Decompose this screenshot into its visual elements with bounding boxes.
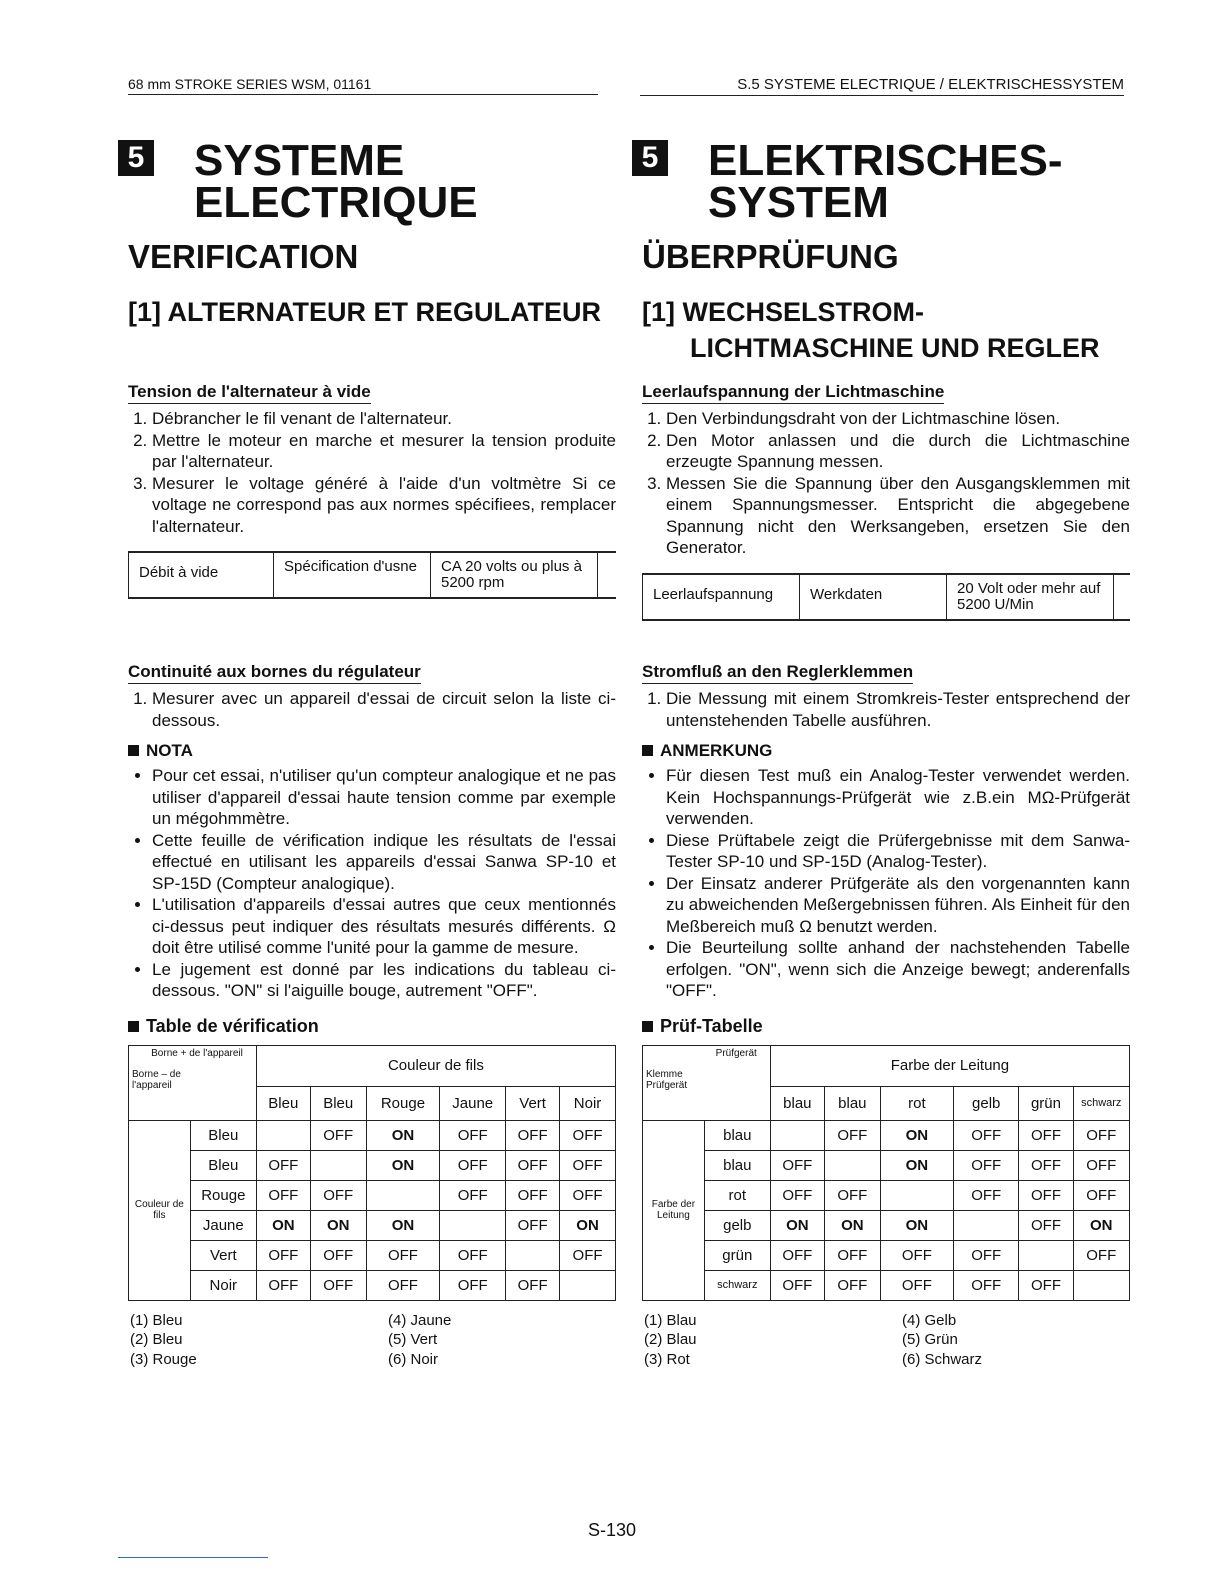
- result-cell: OFF: [256, 1180, 310, 1210]
- subsection-title: Leerlaufspannung der Lichtmaschine: [642, 382, 944, 404]
- spec-value: 20 Volt oder mehr auf 5200 U/Min: [946, 575, 1114, 619]
- section-regulator-continuity: [128, 662, 616, 1369]
- section-no-load-voltage: [642, 382, 1130, 621]
- result-cell: OFF: [770, 1180, 824, 1210]
- table-row: [129, 1120, 616, 1150]
- result-cell: OFF: [310, 1180, 366, 1210]
- section-number-badge: 5: [118, 140, 154, 176]
- result-cell: ON: [366, 1210, 440, 1240]
- result-cell: ON: [366, 1120, 440, 1150]
- chapter-title: [118, 130, 618, 232]
- result-cell: ON: [310, 1210, 366, 1240]
- topic-heading: [128, 294, 618, 330]
- square-bullet-icon: [128, 745, 139, 756]
- result-cell: [824, 1150, 880, 1180]
- spec-type: Spécification d'usne: [273, 553, 430, 597]
- result-cell: OFF: [953, 1150, 1019, 1180]
- result-cell: [310, 1150, 366, 1180]
- result-cell: OFF: [1019, 1150, 1073, 1180]
- result-cell: OFF: [310, 1270, 366, 1300]
- square-bullet-icon: [642, 745, 653, 756]
- result-cell: OFF: [440, 1240, 506, 1270]
- result-cell: OFF: [824, 1240, 880, 1270]
- result-cell: OFF: [440, 1270, 506, 1300]
- result-cell: OFF: [506, 1120, 560, 1150]
- row-header: Jaune: [190, 1210, 256, 1240]
- result-cell: OFF: [506, 1180, 560, 1210]
- table-title: Table de vérification: [128, 1016, 616, 1037]
- result-cell: OFF: [880, 1270, 953, 1300]
- result-cell: [506, 1240, 560, 1270]
- spec-label: Débit à vide: [128, 553, 273, 597]
- column-header: Bleu: [310, 1086, 366, 1120]
- result-cell: OFF: [1019, 1120, 1073, 1150]
- result-cell: OFF: [1019, 1180, 1073, 1210]
- result-cell: OFF: [770, 1270, 824, 1300]
- table-row: [129, 1240, 616, 1270]
- result-cell: ON: [1073, 1210, 1129, 1240]
- result-cell: OFF: [1019, 1210, 1073, 1240]
- column-german: [632, 130, 1132, 1368]
- result-cell: OFF: [953, 1120, 1019, 1150]
- result-cell: OFF: [1073, 1240, 1129, 1270]
- note-item: • Diese Prüftabele zeigt die Prüfergebnisse mit dem Sanwa-Tester SP-10 und SP-15D (Analog-Tester).: [666, 830, 1130, 873]
- topic-heading: [642, 294, 1132, 366]
- result-cell: ON: [560, 1210, 616, 1240]
- note-item: • L'utilisation d'appareils d'essai autres que ceux mentionnés ci-dessus peut indiquer des résultats mesurés différents. Ω doit être utilisé comme l'unité pour la gamme de mesure.: [152, 894, 616, 959]
- result-cell: OFF: [1073, 1120, 1129, 1150]
- header-right: S.5 SYSTEME ELECTRIQUE / ELEKTRISCHESSYSTEM: [640, 76, 1124, 96]
- legend-item: (3) Rouge: [130, 1350, 197, 1368]
- result-cell: OFF: [953, 1240, 1019, 1270]
- result-cell: OFF: [560, 1150, 616, 1180]
- result-cell: OFF: [824, 1180, 880, 1210]
- corner-bottom-label: Borne – de l'appareil: [132, 1068, 181, 1091]
- row-header: Noir: [190, 1270, 256, 1300]
- legend-item: (5) Grün: [902, 1331, 958, 1348]
- result-cell: OFF: [560, 1120, 616, 1150]
- table-row: [129, 1210, 616, 1240]
- row-group-header: Farbe der Leitung: [643, 1120, 705, 1300]
- column-header: blau: [824, 1086, 880, 1120]
- square-bullet-icon: [642, 1021, 653, 1032]
- legend: [642, 1311, 1130, 1370]
- chapter-title-text: [708, 136, 1063, 227]
- result-cell: ON: [366, 1150, 440, 1180]
- result-cell: OFF: [560, 1240, 616, 1270]
- column-header: Jaune: [440, 1086, 506, 1120]
- table-row: [643, 1150, 1130, 1180]
- note-item: • Cette feuille de vérification indique les résultats de l'essai effectué en utilisant les appareils d'essai Sanwa SP-10 et SP-15D (Compteur analogique).: [152, 830, 616, 895]
- result-cell: OFF: [824, 1120, 880, 1150]
- column-header: Vert: [506, 1086, 560, 1120]
- column-header: grün: [1019, 1086, 1073, 1120]
- result-cell: OFF: [310, 1240, 366, 1270]
- column-header: rot: [880, 1086, 953, 1120]
- continuity-grid: [642, 1045, 1130, 1301]
- chapter-title-line1: ELEKTRISCHES-: [708, 136, 1063, 185]
- legend-item: (5) Vert: [388, 1331, 438, 1348]
- chapter-title-line2: ELECTRIQUE: [194, 178, 478, 227]
- result-cell: ON: [256, 1210, 310, 1240]
- result-cell: [440, 1210, 506, 1240]
- result-cell: OFF: [506, 1210, 560, 1240]
- table-corner-cell: [643, 1045, 771, 1120]
- result-cell: OFF: [824, 1270, 880, 1300]
- section-number-badge: 5: [632, 140, 668, 176]
- chapter-title-text: [194, 136, 478, 227]
- row-header: grün: [704, 1240, 770, 1270]
- note-item: • Pour cet essai, n'utiliser qu'un compteur analogique et ne pas utiliser d'appareil d'essai haute tension comme par exemple un mégohmmètre.: [152, 765, 616, 830]
- result-cell: OFF: [440, 1180, 506, 1210]
- row-header: schwarz: [704, 1270, 770, 1300]
- column-header: schwarz: [1073, 1086, 1129, 1120]
- result-cell: OFF: [310, 1120, 366, 1150]
- result-cell: OFF: [256, 1240, 310, 1270]
- column-group-header: Couleur de fils: [256, 1045, 615, 1086]
- table-corner-cell: [129, 1045, 257, 1120]
- subsection-title: Continuité aux bornes du régulateur: [128, 662, 421, 684]
- table-row: [129, 1180, 616, 1210]
- note-item: • Der Einsatz anderer Prüfgeräte als den vorgenannten kann zu abweichenden Meßergebnissen führen. Als Einheit für den Meßbereich muß Ω benutzt werden.: [666, 873, 1130, 938]
- column-header: Rouge: [366, 1086, 440, 1120]
- table-row: [643, 1270, 1130, 1300]
- chapter-title: [632, 130, 1132, 232]
- step-item: 3. Messen Sie die Spannung über den Ausgangsklemmen mit einem Spannungsmesser. Entspricht die abgegebene Spannung nicht den Werksangeben, ersetzen Sie den Generator.: [666, 473, 1130, 559]
- step-item: 3. Mesurer le voltage généré à l'aide d'un voltmètre Si ce voltage ne correspond pas aux normes spécifiees, remplacer l'alternateur.: [152, 473, 616, 538]
- continuity-table: [642, 1045, 1130, 1301]
- note-item: • Die Beurteilung sollte anhand der nachstehenden Tabelle erfolgen. "ON", wenn sich die Anzeige bewegt; anderenfalls "OFF".: [666, 937, 1130, 1002]
- footer-rule: [118, 1557, 268, 1558]
- result-cell: OFF: [506, 1150, 560, 1180]
- result-cell: OFF: [770, 1240, 824, 1270]
- column-header: Bleu: [256, 1086, 310, 1120]
- spec-label: Leerlaufspannung: [642, 575, 799, 619]
- corner-top-label: Borne + de l'appareil: [151, 1047, 243, 1059]
- subsection-title: Tension de l'alternateur à vide: [128, 382, 371, 404]
- row-header: Bleu: [190, 1120, 256, 1150]
- spec-value: CA 20 volts ou plus à 5200 rpm: [430, 553, 598, 597]
- result-cell: OFF: [1073, 1150, 1129, 1180]
- topic-heading-line1: [1] ALTERNATEUR ET REGULATEUR: [128, 297, 601, 327]
- result-cell: OFF: [953, 1180, 1019, 1210]
- result-cell: OFF: [560, 1180, 616, 1210]
- chapter-title-line1: SYSTEME: [194, 136, 405, 185]
- result-cell: OFF: [506, 1270, 560, 1300]
- legend: [128, 1311, 616, 1370]
- table-title: Prüf-Tabelle: [642, 1016, 1130, 1037]
- result-cell: OFF: [440, 1150, 506, 1180]
- table-row: [643, 1180, 1130, 1210]
- result-cell: OFF: [880, 1240, 953, 1270]
- result-cell: ON: [880, 1120, 953, 1150]
- continuity-grid: [128, 1045, 616, 1301]
- page-number: S-130: [587, 1520, 637, 1540]
- header-left: 68 mm STROKE SERIES WSM, 01161: [128, 76, 598, 95]
- notes-list: [128, 765, 616, 1002]
- column-french: [118, 130, 618, 1368]
- row-header: Vert: [190, 1240, 256, 1270]
- table-row: [643, 1120, 1130, 1150]
- result-cell: OFF: [770, 1150, 824, 1180]
- row-header: Bleu: [190, 1150, 256, 1180]
- steps-list: [128, 688, 616, 731]
- result-cell: [256, 1120, 310, 1150]
- row-header: blau: [704, 1120, 770, 1150]
- legend-item: (2) Bleu: [130, 1331, 183, 1348]
- legend-item: (1) Blau: [644, 1311, 697, 1329]
- result-cell: ON: [824, 1210, 880, 1240]
- result-cell: OFF: [953, 1270, 1019, 1300]
- notes-list: [642, 765, 1130, 1002]
- result-cell: ON: [880, 1210, 953, 1240]
- result-cell: OFF: [366, 1240, 440, 1270]
- note-item: • Le jugement est donné par les indications du tableau ci-dessous. "ON" si l'aiguille bouge, autrement "OFF".: [152, 959, 616, 1002]
- result-cell: OFF: [1019, 1270, 1073, 1300]
- result-cell: ON: [770, 1210, 824, 1240]
- legend-item: (6) Noir: [388, 1350, 439, 1368]
- column-header: blau: [770, 1086, 824, 1120]
- note-item: • Für diesen Test muß ein Analog-Tester verwendet werden. Kein Hochspannungs-Prüfgerät wie z.B.ein MΩ-Prüfgerät verwenden.: [666, 765, 1130, 830]
- steps-list: [642, 688, 1130, 731]
- result-cell: OFF: [256, 1270, 310, 1300]
- column-header: Noir: [560, 1086, 616, 1120]
- result-cell: [1019, 1240, 1073, 1270]
- legend-item: (2) Blau: [644, 1331, 697, 1348]
- table-row: [129, 1150, 616, 1180]
- row-header: blau: [704, 1150, 770, 1180]
- result-cell: [880, 1180, 953, 1210]
- steps-list: [128, 408, 616, 537]
- continuity-table: [128, 1045, 616, 1301]
- table-row: [129, 1270, 616, 1300]
- legend-item: (1) Bleu: [130, 1311, 183, 1329]
- step-item: 1. Den Verbindungsdraht von der Lichtmaschine lösen.: [666, 408, 1130, 430]
- legend-item: (6) Schwarz: [902, 1350, 983, 1368]
- column-group-header: Farbe der Leitung: [770, 1045, 1129, 1086]
- table-row: [643, 1210, 1130, 1240]
- note-title: NOTA: [128, 741, 616, 761]
- spec-table: [642, 573, 1130, 621]
- step-item: 1. Die Messung mit einem Stromkreis-Tester entsprechend der untenstehenden Tabelle ausführen.: [666, 688, 1130, 731]
- section-subtitle: VERIFICATION: [128, 238, 359, 275]
- note-title: ANMERKUNG: [642, 741, 1130, 761]
- section-subtitle: ÜBERPRÜFUNG: [642, 238, 899, 275]
- topic-heading-line2: LICHTMASCHINE UND REGLER: [690, 333, 1100, 363]
- result-cell: [366, 1180, 440, 1210]
- legend-item: (4) Jaune: [388, 1311, 452, 1329]
- table-row: [643, 1240, 1130, 1270]
- result-cell: OFF: [440, 1120, 506, 1150]
- result-cell: [560, 1270, 616, 1300]
- result-cell: OFF: [366, 1270, 440, 1300]
- step-item: 2. Den Motor anlassen und die durch die Lichtmaschine erzeugte Spannung messen.: [666, 430, 1130, 473]
- legend-item: (4) Gelb: [902, 1311, 957, 1329]
- step-item: 1. Débrancher le fil venant de l'alternateur.: [152, 408, 616, 430]
- chapter-title-line2: SYSTEM: [708, 178, 889, 227]
- spec-type: Werkdaten: [799, 575, 946, 619]
- result-cell: [1073, 1270, 1129, 1300]
- row-header: Rouge: [190, 1180, 256, 1210]
- row-group-header: Couleur de fils: [129, 1120, 191, 1300]
- spec-table: [128, 551, 616, 599]
- result-cell: [953, 1210, 1019, 1240]
- result-cell: OFF: [256, 1150, 310, 1180]
- legend-item: (3) Rot: [644, 1350, 690, 1368]
- result-cell: [770, 1120, 824, 1150]
- result-cell: OFF: [1073, 1180, 1129, 1210]
- section-no-load-voltage: [128, 382, 616, 599]
- subsection-title: Stromfluß an den Reglerklemmen: [642, 662, 913, 684]
- step-item: 2. Mettre le moteur en marche et mesurer la tension produite par l'alternateur.: [152, 430, 616, 473]
- topic-heading-line1: [1] WECHSELSTROM-: [642, 297, 924, 327]
- row-header: rot: [704, 1180, 770, 1210]
- column-header: gelb: [953, 1086, 1019, 1120]
- steps-list: [642, 408, 1130, 559]
- corner-top-label: Prüfgerät: [715, 1047, 757, 1059]
- step-item: 1. Mesurer avec un appareil d'essai de circuit selon la liste ci-dessous.: [152, 688, 616, 731]
- result-cell: ON: [880, 1150, 953, 1180]
- row-header: gelb: [704, 1210, 770, 1240]
- corner-bottom-label: Klemme Prüfgerät: [646, 1068, 688, 1091]
- section-regulator-continuity: [642, 662, 1130, 1369]
- square-bullet-icon: [128, 1021, 139, 1032]
